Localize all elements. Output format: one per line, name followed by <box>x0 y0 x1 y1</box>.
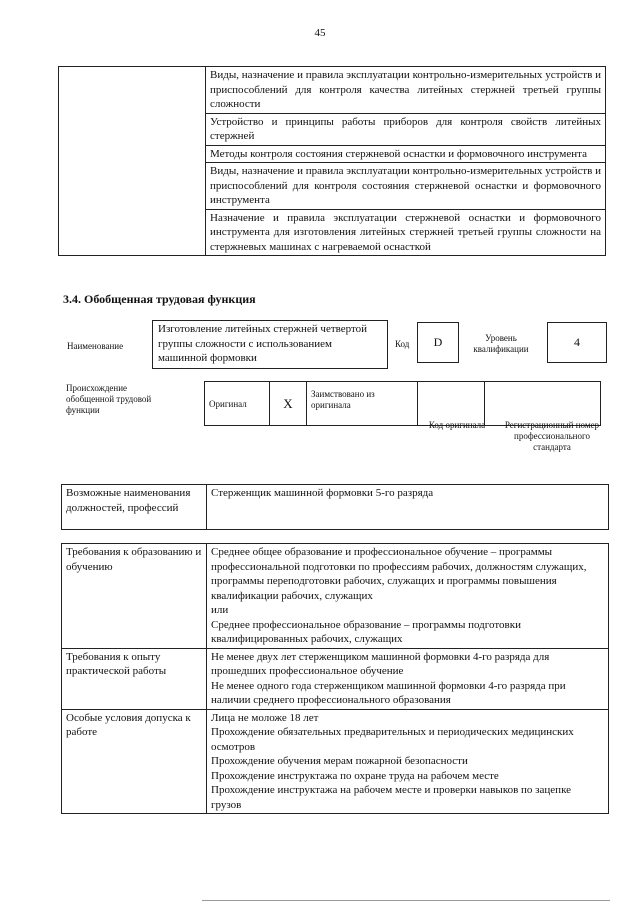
table-row <box>62 648 609 709</box>
requirement-line: Лица не моложе 18 лет <box>211 711 319 724</box>
positions-label: Возможные наименования должностей, профессий <box>62 485 207 530</box>
function-name-label: Наименование <box>67 341 124 351</box>
section-title: 3.4. Обобщенная трудовая функция <box>63 292 256 306</box>
knowledge-label-cell <box>59 67 206 256</box>
code-value: D <box>417 322 459 363</box>
borrowed-label: Заимствовано из оригинала <box>307 382 418 426</box>
requirement-line: Прохождение обучения мерам пожарной безопасности <box>211 755 468 767</box>
original-label: Оригинал <box>205 382 270 426</box>
knowledge-item: Назначение и правила эксплуатации стержневой оснастки и формовочного инструмента для изготовления литейных стержней третьей группы сложности на стержневых машинах с нагреваемой оснасткой <box>206 209 606 256</box>
knowledge-item: Устройство и принципы работы приборов для контроля свойств литейных стержней <box>206 113 606 145</box>
education-requirements-label: Требования к образованию и обучению <box>62 544 207 649</box>
requirement-line: Среднее профессиональное образование – программы подготовки квалифицированных рабочих, служащих <box>211 618 521 645</box>
table-row <box>62 485 609 530</box>
function-name-value: Изготовление литейных стержней четвертой группы сложности с использованием машинной формовки <box>152 320 388 369</box>
education-requirements-value <box>207 544 609 649</box>
requirements-table <box>61 543 609 814</box>
original-mark: X <box>270 382 307 426</box>
registration-number-caption: Регистрационный номер профессионального стандарта <box>504 420 600 452</box>
admission-conditions-value <box>207 709 609 814</box>
admission-conditions-label: Особые условия допуска к работе <box>62 709 207 814</box>
positions-table <box>61 484 609 530</box>
qualification-level-value: 4 <box>547 322 607 363</box>
table-row <box>205 382 601 426</box>
knowledge-item: Методы контроля состояния стержневой оснастки и формовочного инструмента <box>206 145 606 163</box>
original-code-caption: Код оригинала <box>428 420 486 430</box>
requirement-line: Прохождение инструктажа по охране труда на рабочем месте <box>211 769 499 782</box>
experience-requirements-value <box>207 648 609 709</box>
requirement-line: или <box>211 604 229 616</box>
requirement-line: Среднее общее образование и профессиональное обучение – программы профессиональной подготовки по профессиям рабочих, должностям служащих, программы переподготовки рабочих, служащих и программы повышения квалификации рабочих, служащих <box>211 546 587 602</box>
qualification-level-label: Уровень квалификации <box>473 333 529 354</box>
registration-number-cell <box>485 382 601 426</box>
table-row <box>62 709 609 814</box>
origin-label: Происхождение обобщенной трудовой функции <box>66 383 152 415</box>
experience-requirements-label: Требования к опыту практической работы <box>62 648 207 709</box>
original-code-cell <box>418 382 485 426</box>
positions-value: Стерженщик машинной формовки 5-го разряда <box>207 485 609 530</box>
table-row <box>59 67 606 114</box>
knowledge-item: Виды, назначение и правила эксплуатации контрольно-измерительных устройств и приспособлений для контроля качества литейных стержней третьей группы сложности <box>206 67 606 114</box>
code-label: Код <box>395 339 410 349</box>
requirement-line: Не менее двух лет стерженщиком машинной формовки 4-го разряда для прошедших профессиональное обучение <box>211 650 550 677</box>
bottom-rule <box>202 900 610 901</box>
requirement-line: Прохождение инструктажа на рабочем месте и проверки навыков по зацепке грузов <box>211 784 572 811</box>
knowledge-table <box>58 66 606 256</box>
requirement-line: Не менее одного года стерженщиком машинной формовки 4-го разряда при наличии среднего профессионального образования <box>211 679 566 706</box>
page-number: 45 <box>314 27 326 39</box>
requirement-line: Прохождение обязательных предварительных и периодических медицинских осмотров <box>211 726 574 753</box>
knowledge-item: Виды, назначение и правила эксплуатации контрольно-измерительных устройств и приспособлений для контроля состояния стержневой оснастки и формовочного инструмента <box>206 163 606 210</box>
table-row <box>62 544 609 649</box>
